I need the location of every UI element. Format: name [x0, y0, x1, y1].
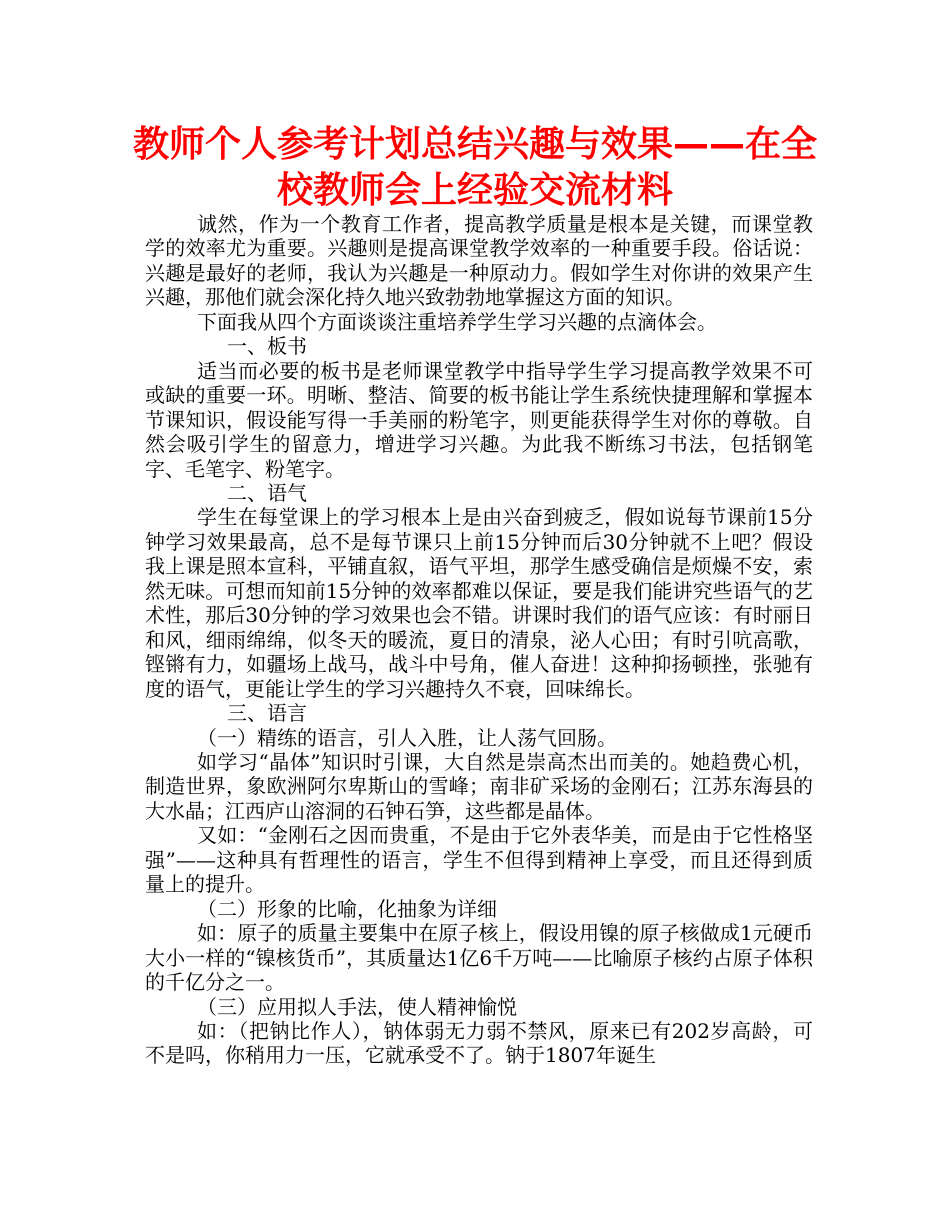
paragraph: 又如：“金刚石之因而贵重，不是由于它外表华美，而是由于它性格坚强”——这种具有哲理性的语言，学生不但得到精神上享受，而且还得到质量上的提升。 [145, 823, 813, 897]
document-body [145, 212, 813, 1068]
section-heading: 三、语言 [227, 701, 307, 726]
paragraph: 如学习“晶体”知识时引课，大自然是崇高杰出而美的。她趋费心机，制造世界，象欧洲阿尔卑斯山的雪峰；南非矿采场的金刚石；江苏东海县的大水晶；江西庐山溶洞的石钟石笋，这些都是晶体。 [145, 749, 813, 823]
paragraph: 学生在每堂课上的学习根本上是由兴奋到疲乏，假如说每节课前15分钟学习效果最高，总不是每节课只上前15分钟而后30分钟就不上吧？假设我上课是照本宣科，平铺直叙，语气平坦，那学生感受确信是烦燥不安，索然无味。可想而知前15分钟的效率都难以保证，要是我们能讲究些语气的艺术性，那后30分钟的学习效果也会不错。讲课时我们的语气应该：有时丽日和风，细雨绵绵，似冬天的暖流，夏日的清泉，泌人心田；有时引吭高歌，铿锵有力，如疆场上战马，战斗中号角，催人奋进！这种抑扬顿挫，张驰有度的语气，更能让学生的学习兴趣持久不衰，回味绵长。 [145, 505, 813, 701]
paragraph: 如：原子的质量主要集中在原子核上，假设用镍的原子核做成1元硬币大小一样的“镍核货币”，其质量达1亿6千万吨——比喻原子核约占原子体积的千亿分之一。 [145, 921, 813, 995]
paragraph: 诚然，作为一个教育工作者，提高教学质量是根本是关键，而课堂教学的效率尤为重要。兴趣则是提高课堂教学效率的一种重要手段。俗话说：兴趣是最好的老师，我认为兴趣是一种原动力。假如学生对你讲的效果产生兴趣，那他们就会深化持久地兴致勃勃地掌握这方面的知识。 [145, 212, 813, 310]
paragraph: （一）精练的语言，引人入胜，让人荡气回肠。 [197, 725, 617, 750]
paragraph: 下面我从四个方面谈谈注重培养学生学习兴趣的点滴体会。 [197, 309, 717, 334]
section-heading: 一、板书 [227, 334, 307, 359]
document-title: 教师个人参考计划总结兴趣与效果——在全校教师会上经验交流材料 [132, 124, 817, 211]
paragraph: 适当而必要的板书是老师课堂教学中指导学生学习提高教学效果不可或缺的重要一环。明晰、整洁、简要的板书能让学生系统快捷理解和掌握本节课知识，假设能写得一手美丽的粉笔字，则更能获得学生对你的尊敬。自然会吸引学生的留意力，增进学习兴趣。为此我不断练习书法，包括钢笔字、毛笔字、粉笔字。 [145, 358, 813, 481]
paragraph: （二）形象的比喻，化抽象为详细 [197, 896, 497, 921]
section-heading: 二、语气 [227, 480, 307, 505]
paragraph: 如：（把钠比作人），钠体弱无力弱不禁风，原来已有202岁高龄，可不是吗，你稍用力一压，它就承受不了。钠于1807年诞生 [145, 1018, 813, 1068]
paragraph: （三）应用拟人手法，使人精神愉悦 [197, 994, 517, 1019]
